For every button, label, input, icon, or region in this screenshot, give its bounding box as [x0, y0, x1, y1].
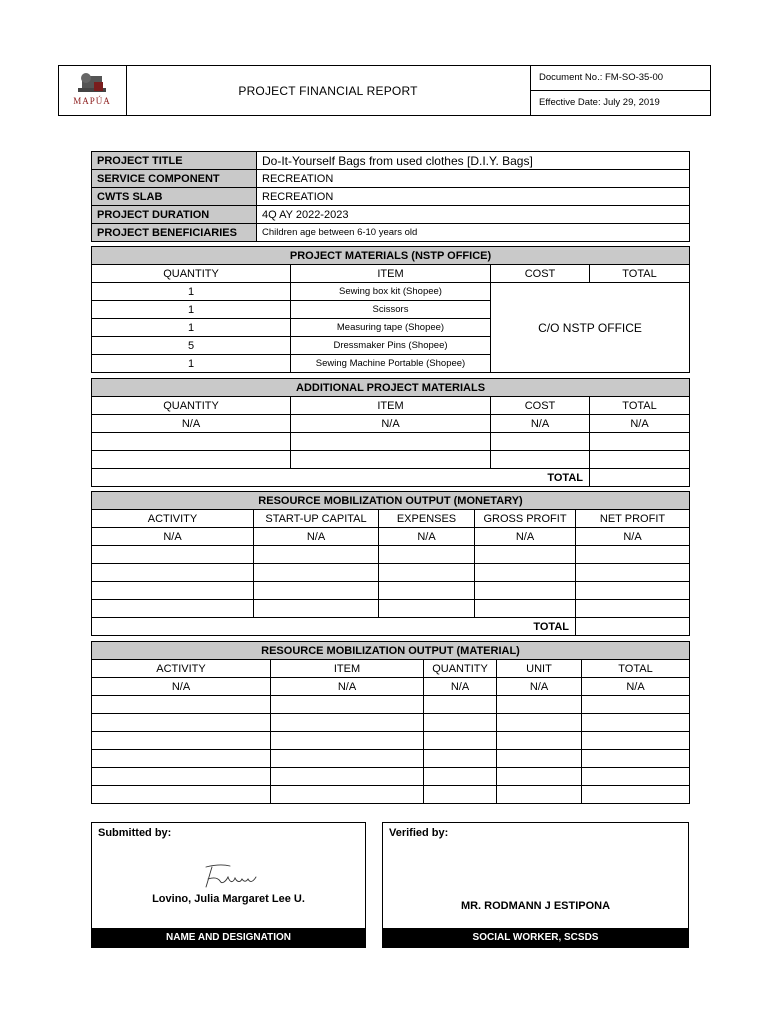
item-cell: N/A: [271, 678, 424, 696]
submitted-by-caption: Submitted by:: [98, 827, 172, 839]
table-row: [92, 564, 690, 582]
column-header: ITEM: [291, 265, 491, 283]
table-header-row: [92, 265, 690, 283]
verified-by-box: [382, 822, 689, 948]
value-service-component: RECREATION: [257, 170, 690, 188]
label-project-title: PROJECT TITLE: [92, 152, 257, 170]
item-cell: N/A: [291, 415, 491, 433]
table-row: [92, 206, 690, 224]
quantity-cell: 1: [92, 283, 291, 301]
table-row: [92, 582, 690, 600]
item-cell: Sewing box kit (Shopee): [291, 283, 491, 301]
column-header: ACTIVITY: [92, 660, 271, 678]
column-header: TOTAL: [590, 397, 690, 415]
table-row: [92, 750, 690, 768]
quantity-cell: N/A: [424, 678, 497, 696]
column-header: TOTAL: [590, 265, 690, 283]
value-cwts-slab: RECREATION: [257, 188, 690, 206]
item-cell: Dressmaker Pins (Shopee): [291, 337, 491, 355]
document-meta: [530, 66, 711, 115]
university-logo: [59, 66, 127, 115]
gross-profit-cell: N/A: [475, 528, 576, 546]
nstp-materials-table: [91, 246, 690, 373]
column-header: EXPENSES: [379, 510, 475, 528]
table-row: [92, 415, 690, 433]
label-project-duration: PROJECT DURATION: [92, 206, 257, 224]
submitter-name: Lovino, Julia Margaret Lee U.: [152, 893, 305, 905]
total-row: [92, 618, 690, 636]
table-row: [92, 224, 690, 242]
table-row: [92, 188, 690, 206]
item-cell: Measuring tape (Shopee): [291, 319, 491, 337]
quantity-cell: 1: [92, 355, 291, 373]
column-header: COST: [491, 397, 590, 415]
label-service-component: SERVICE COMPONENT: [92, 170, 257, 188]
quantity-cell: N/A: [92, 415, 291, 433]
unit-cell: N/A: [497, 678, 582, 696]
table-row: [92, 528, 690, 546]
total-cell: N/A: [582, 678, 690, 696]
column-header: ITEM: [271, 660, 424, 678]
expenses-cell: N/A: [379, 528, 475, 546]
additional-materials-table: [91, 378, 690, 487]
total-row: [92, 469, 690, 487]
table-row: [92, 433, 690, 451]
item-cell: Scissors: [291, 301, 491, 319]
section-title: RESOURCE MOBILIZATION OUTPUT (MATERIAL): [92, 642, 690, 660]
table-row: [92, 283, 690, 301]
verifier-name: MR. RODMANN J ESTIPONA: [460, 900, 611, 912]
table-header-row: [92, 397, 690, 415]
column-header: START-UP CAPITAL: [254, 510, 379, 528]
cost-note-cell: C/O NSTP OFFICE: [491, 283, 690, 373]
section-title: ADDITIONAL PROJECT MATERIALS: [92, 379, 690, 397]
quantity-cell: 1: [92, 319, 291, 337]
table-header-row: [92, 510, 690, 528]
item-cell: Sewing Machine Portable (Shopee): [291, 355, 491, 373]
table-row: [92, 600, 690, 618]
table-row: [92, 170, 690, 188]
seal-icon: [59, 66, 125, 115]
startup-capital-cell: N/A: [254, 528, 379, 546]
column-header: ITEM: [291, 397, 491, 415]
section-title: PROJECT MATERIALS (NSTP OFFICE): [92, 247, 690, 265]
total-value: [576, 618, 690, 636]
label-project-beneficiaries: PROJECT BENEFICIARIES: [92, 224, 257, 242]
table-row: [92, 714, 690, 732]
table-row: [92, 696, 690, 714]
table-header-row: [92, 660, 690, 678]
verifier-designation-bar: SOCIAL WORKER, SCSDS: [383, 928, 688, 947]
activity-cell: N/A: [92, 528, 254, 546]
quantity-cell: 5: [92, 337, 291, 355]
verified-by-caption: Verified by:: [389, 827, 449, 839]
effective-date: Effective Date: July 29, 2019: [531, 90, 711, 115]
column-header: TOTAL: [582, 660, 690, 678]
value-project-duration: 4Q AY 2022-2023: [257, 206, 690, 224]
total-value: [590, 469, 690, 487]
total-cell: N/A: [590, 415, 690, 433]
activity-cell: N/A: [92, 678, 271, 696]
material-output-table: [91, 641, 690, 804]
signature-icon: [200, 861, 260, 891]
name-designation-bar: NAME AND DESIGNATION: [92, 928, 365, 947]
table-row: [92, 152, 690, 170]
table-row: [92, 786, 690, 804]
table-row: [92, 451, 690, 469]
column-header: QUANTITY: [424, 660, 497, 678]
quantity-cell: 1: [92, 301, 291, 319]
project-info-table: [91, 151, 690, 242]
label-cwts-slab: CWTS SLAB: [92, 188, 257, 206]
table-row: [92, 546, 690, 564]
document-title: PROJECT FINANCIAL REPORT: [238, 83, 418, 98]
net-profit-cell: N/A: [576, 528, 690, 546]
table-row: [92, 768, 690, 786]
column-header: QUANTITY: [92, 397, 291, 415]
logo-wordmark: MAPÚA: [73, 96, 111, 106]
cost-cell: N/A: [491, 415, 590, 433]
total-label: TOTAL: [92, 618, 576, 636]
document-header: [58, 65, 711, 116]
value-project-beneficiaries: Children age between 6-10 years old: [257, 224, 690, 242]
document-number: Document No.: FM-SO-35-00: [539, 72, 664, 83]
column-header: ACTIVITY: [92, 510, 254, 528]
column-header: QUANTITY: [92, 265, 291, 283]
submitted-by-box: [91, 822, 366, 948]
section-title: RESOURCE MOBILIZATION OUTPUT (MONETARY): [92, 492, 690, 510]
table-row: [92, 678, 690, 696]
column-header: GROSS PROFIT: [475, 510, 576, 528]
column-header: COST: [491, 265, 590, 283]
value-project-title: Do-It-Yourself Bags from used clothes [D.I.Y. Bags]: [257, 152, 690, 170]
table-row: [92, 732, 690, 750]
monetary-output-table: [91, 491, 690, 636]
column-header: NET PROFIT: [576, 510, 690, 528]
column-header: UNIT: [497, 660, 582, 678]
total-label: TOTAL: [92, 469, 590, 487]
